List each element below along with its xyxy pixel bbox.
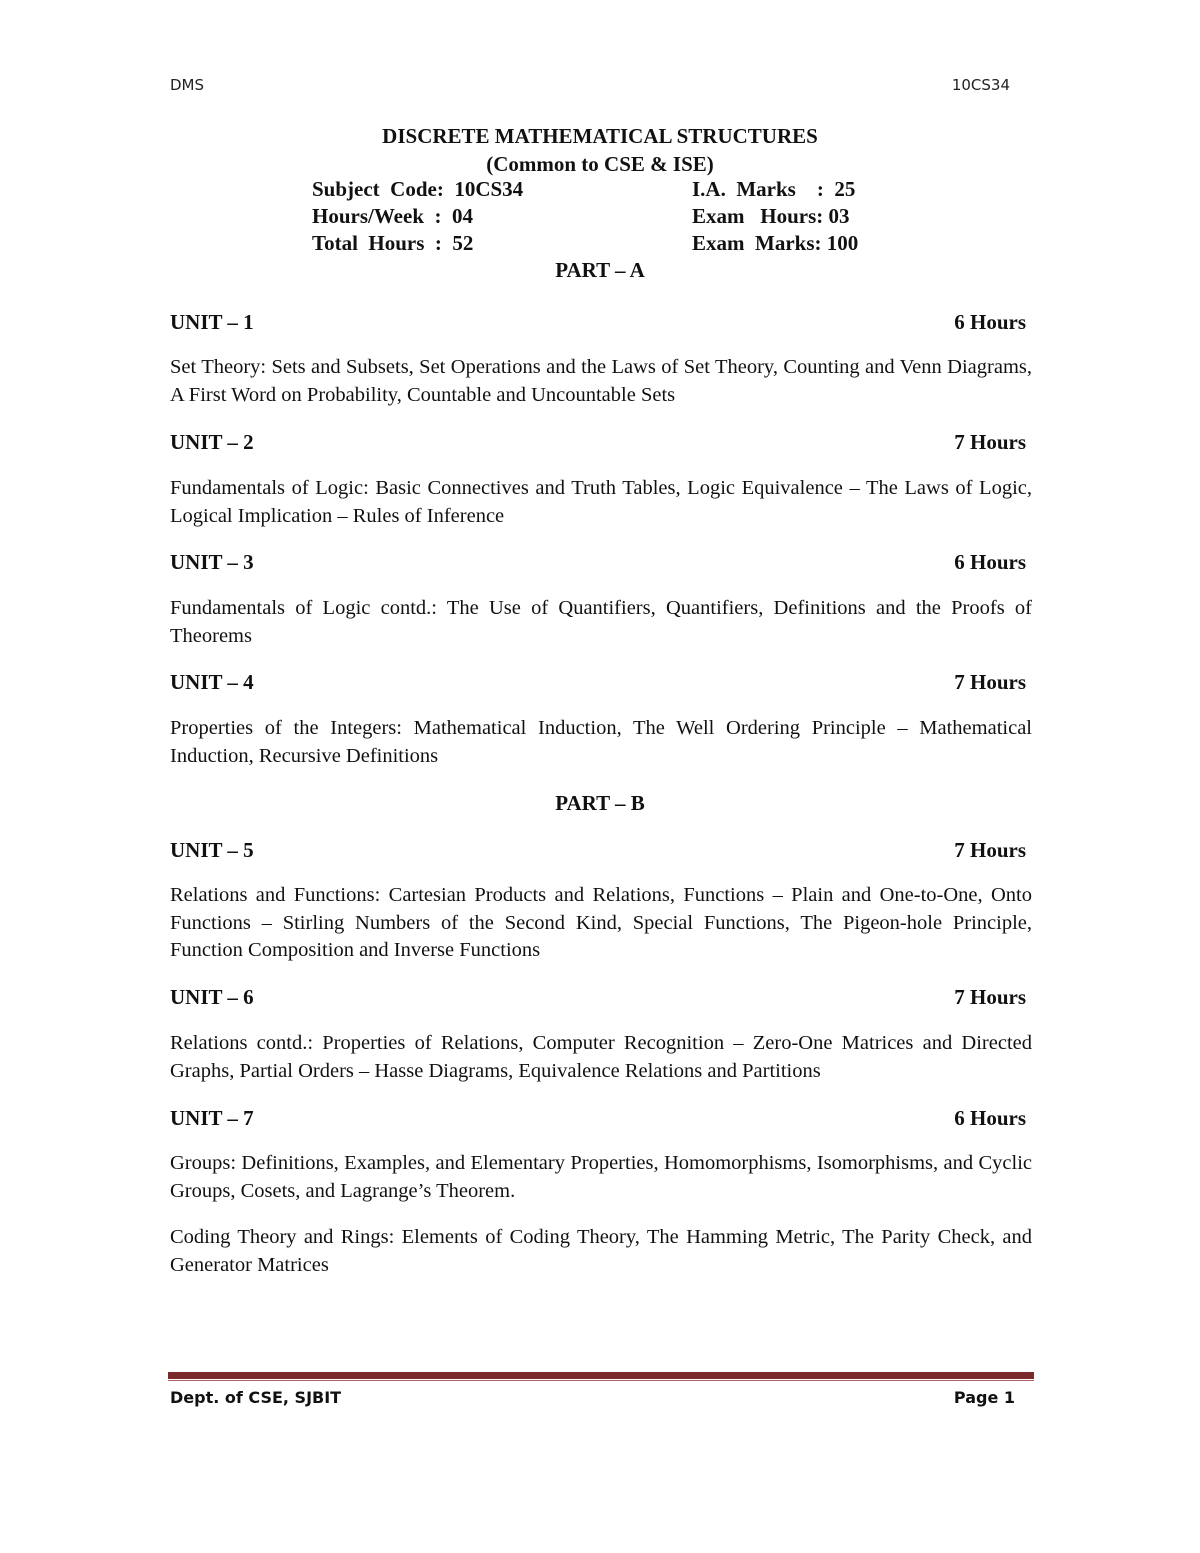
unit-7-text: Groups: Definitions, Examples, and Elementary Properties, Homomorphisms, Isomorphisms, and Cyclic Groups, Cosets, and Lagrange’s Theorem. bbox=[170, 1152, 1032, 1202]
unit-label: UNIT – 5 bbox=[170, 838, 254, 862]
unit-hours: 7 Hours bbox=[954, 670, 1026, 694]
exam-marks: Exam Marks: 100 bbox=[692, 231, 859, 255]
footer-divider-thin bbox=[168, 1380, 1034, 1381]
part-b-heading: PART – B bbox=[555, 791, 645, 815]
unit-6-heading bbox=[170, 985, 1026, 1010]
page-title bbox=[0, 122, 1200, 178]
unit-5-text: Relations and Functions: Cartesian Products and Relations, Functions – Plain and One-to-One, Onto Functions – Stirling Numbers of the Second Kind, Special Functions, The Pigeon-hole Principle, Function Composition and Inverse Functions bbox=[170, 884, 1032, 961]
unit-hours: 6 Hours bbox=[954, 310, 1026, 334]
footer-left: Dept. of CSE, SJBIT bbox=[170, 1388, 342, 1407]
unit-label: UNIT – 7 bbox=[170, 1106, 254, 1130]
page-number: Page 1 bbox=[953, 1388, 1015, 1407]
part-a-heading: PART – A bbox=[555, 258, 645, 282]
unit-1-text: Set Theory: Sets and Subsets, Set Operations and the Laws of Set Theory, Counting and Venn Diagrams, A First Word on Probability, Countable and Uncountable Sets bbox=[170, 356, 1032, 406]
unit-hours: 6 Hours bbox=[954, 1106, 1026, 1130]
exam-hours: Exam Hours: 03 bbox=[692, 204, 850, 228]
unit-4-text: Properties of the Integers: Mathematical Induction, The Well Ordering Principle – Mathematical Induction, Recursive Definitions bbox=[170, 717, 1032, 767]
course-info bbox=[312, 176, 858, 257]
unit-label: UNIT – 6 bbox=[170, 985, 254, 1009]
unit-hours: 7 Hours bbox=[954, 838, 1026, 862]
unit-7-text-2: Coding Theory and Rings: Elements of Coding Theory, The Hamming Metric, The Parity Check, and Generator Matrices bbox=[170, 1226, 1032, 1276]
unit-4-heading bbox=[170, 670, 1026, 695]
unit-label: UNIT – 1 bbox=[170, 310, 254, 334]
unit-5-heading bbox=[170, 838, 1026, 863]
unit-label: UNIT – 4 bbox=[170, 670, 254, 694]
total-hours: Total Hours : 52 bbox=[312, 231, 474, 255]
footer-divider bbox=[168, 1372, 1034, 1379]
unit-hours: 7 Hours bbox=[954, 430, 1026, 454]
unit-2-heading bbox=[170, 430, 1026, 455]
unit-7-heading bbox=[170, 1106, 1026, 1131]
header-right: 10CS34 bbox=[951, 76, 1010, 94]
hours-week: Hours/Week : 04 bbox=[312, 204, 473, 228]
unit-6-text: Relations contd.: Properties of Relations, Computer Recognition – Zero-One Matrices and Directed Graphs, Partial Orders – Hasse Diagrams, Equivalence Relations and Partitions bbox=[170, 1032, 1032, 1082]
header-left: DMS bbox=[170, 76, 205, 94]
title-line-2: (Common to CSE & ISE) bbox=[486, 152, 714, 176]
ia-marks: I.A. Marks : 25 bbox=[692, 177, 856, 201]
unit-label: UNIT – 3 bbox=[170, 550, 254, 574]
unit-label: UNIT – 2 bbox=[170, 430, 254, 454]
title-line-1: DISCRETE MATHEMATICAL STRUCTURES bbox=[382, 124, 818, 148]
subject-code: Subject Code: 10CS34 bbox=[312, 177, 524, 201]
unit-2-text: Fundamentals of Logic: Basic Connectives and Truth Tables, Logic Equivalence – The Laws of Logic, Logical Implication – Rules of Inference bbox=[170, 477, 1032, 527]
unit-3-text: Fundamentals of Logic contd.: The Use of Quantifiers, Quantifiers, Definitions and the Proofs of Theorems bbox=[170, 597, 1032, 647]
unit-hours: 7 Hours bbox=[954, 985, 1026, 1009]
unit-hours: 6 Hours bbox=[954, 550, 1026, 574]
unit-3-heading bbox=[170, 550, 1026, 575]
unit-1-heading bbox=[170, 310, 1026, 335]
